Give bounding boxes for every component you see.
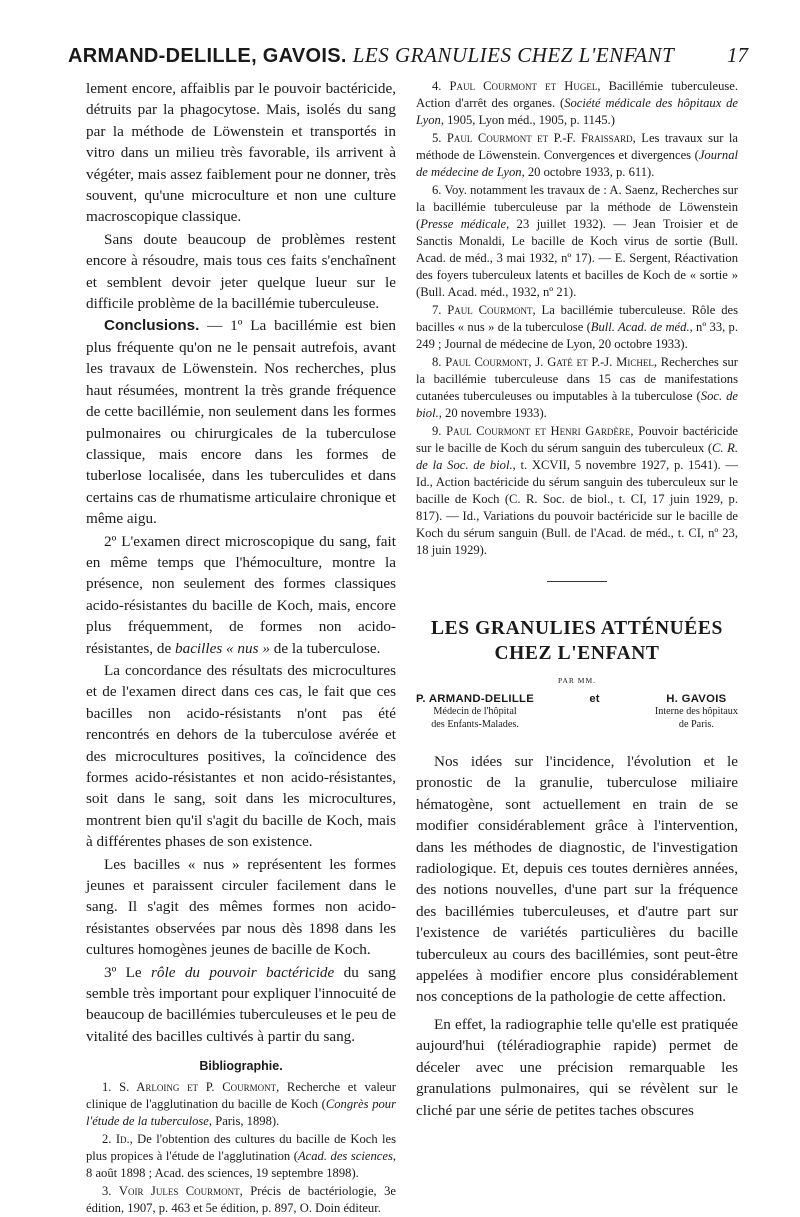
reference-item: 4. Paul Courmont et Hugel, Bacillémie tuberculeuse. Action d'arrêt des organes. (Société médicale des hôpitaux de Lyon, 1905, Lyon méd., 1905, p. 1145.) <box>416 79 739 127</box>
article-title: LES GRANULIES ATTÉNUÉES CHEZ L'ENFANT <box>431 618 723 664</box>
paragraph: 2º L'examen direct microscopique du sang, fait en même temps que l'hémoculture, montre la présence, non seulement des formes classiques acido-résistantes du bacille de Koch, mais, encore plus fréquemment, de formes non acido-résistantes, de bacilles « nus » de la tuberculose. <box>86 532 396 657</box>
right-column <box>416 78 738 1128</box>
by-line: PAR MM. <box>558 676 596 685</box>
header-authors: ARMAND-DELILLE, GAVOIS. <box>68 45 347 67</box>
conclusions-heading: Conclusions. <box>104 317 200 335</box>
header-title: LES GRANULIES CHEZ L'ENFANT <box>352 43 675 67</box>
article-body <box>416 751 738 1121</box>
bibliography-list-continued <box>416 78 738 559</box>
paragraph: Les bacilles « nus » représentent les formes jeunes et paraissent circuler facilement dans le sang. Il s'agit des mêmes formes non acido-résistantes observées par nous dès 1898 dans les cultures homogènes jeunes de bacille de Koch. <box>86 855 396 959</box>
left-column <box>86 78 397 1216</box>
bibliography-heading: Bibliographie. <box>199 1059 283 1074</box>
conclusions-paragraph: Conclusions. — 1º La bacillémie est bien plus fréquente qu'on ne le pensait autrefois, avant les travaux de Löwenstein. Nos recherches, plus haut résumées, montrent la très grande fréquence de cette bacillémie, non seulement dans les formes pulmonaires ou chirurgicales de la tuberculose classique, mais encore dans les formes de tuberlose localisée, dans les tuberculides et dans certains cas de rhumatisme articulaire chronique et même aigu. <box>86 317 396 528</box>
author-block <box>416 693 738 731</box>
reference-item: 1. S. Arloing et P. Courmont, Recherche et valeur clinique de l'agglutination du bacille de Koch (Congrès pour l'étude de la tuberculose, Paris, 1898). <box>86 1080 396 1129</box>
reference-item: 2. Id., De l'obtention des cultures du bacille de Koch les plus propices à l'étude de l'agglutination (Acad. des sciences, 8 août 1898 ; Acad. des sciences, 19 septembre 1898). <box>86 1132 396 1181</box>
reference-item: 8. Paul Courmont, J. Gaté et P.-J. Michel, Recherches sur la bacillémie tuberculeuse dans 15 cas de manifestations cutanées tuberculeuses ou imputables à la tuberculose (Soc. de biol., 20 novembre 1933). <box>416 355 738 420</box>
paragraph: Nos idées sur l'incidence, l'évolution et le pronostic de la granulie, tuberculose miliaire hématogène, sont actuellement en train de se modifier considérablement grâce à l'intervention, dans les méthodes de diagnostic, de l'investigation radiologique. Et, depuis ces toutes dernières années, des notions nouvelles, d'une part sur la fréquence des bacillémies tuberculeuses, et d'autre part sur l'existence de variétés particulières du bacille tuberculeux au cours des bacillémies, sont peut-être appelées à modifier encore plus considérablement nos conceptions de la pathologie de cette affection. <box>416 753 738 1006</box>
reference-item: 9. Paul Courmont et Henri Gardère, Pouvoir bactéricide sur le bacille de Koch du sérum sanguin des tuberculeux (C. R. de la Soc. de biol., t. XCVII, 5 novembre 1927, p. 1541). — Id., Action bactéricide du sérum sanguin des tuberculeux sur le bacille de Koch (C. R. Soc. de biol., t. CI, 17 juin 1929, p. 817). — Id., Variations du pouvoir bactéricide sur le bacille de Koch du sérum sanguin (Bull. de l'Acad. de méd., t. CI, nº 23, 18 juin 1929). <box>416 424 738 557</box>
reference-item: 3. Voir Jules Courmont, Précis de bactériologie, 3e édition, 1907, p. 463 et 5e édition, p. 897, O. Doin éditeur. <box>86 1184 397 1216</box>
reference-item: 7. Paul Courmont, La bacillémie tuberculeuse. Rôle des bacilles « nus » de la tuberculose (Bull. Acad. de méd., nº 33, p. 249 ; Journal de médecine de Lyon, 20 octobre 1933). <box>416 303 738 351</box>
running-header <box>68 43 748 77</box>
reference-item: 5. Paul Courmont et P.-F. Fraissard, Les travaux sur la méthode de Löwenstein. Convergences et divergences (Journal de médecine de Lyon, 20 octobre 1933, p. 611). <box>416 131 739 179</box>
paragraph: En effet, la radiographie telle qu'elle est pratiquée aujourd'hui (téléradiographie rapide) permet de déceler avec une précision remarquable les granulations pulmonaires, qui se révèlent sur le cliché par une série de petites taches obscures <box>416 1015 738 1119</box>
paragraph: 3º Le rôle du pouvoir bactéricide du sang semble très important pour expliquer l'innocuité de beaucoup de bacillémies tuberculeuses et le peu de vitalité des bacilles cultivés à partir du sang. <box>86 963 396 1045</box>
author-conjunction: et <box>589 693 600 705</box>
paragraph: La concordance des résultats des microcultures et de l'examen direct dans ces cas, le fait que ces bacilles non acido-résistants n'ont pas été rencontrés en dehors de la tuberculose avérée et des microcultures positives, la coïncidence des formes acido-résistantes et non acido-résistantes, soit dans le sang, soit dans les microcultures, montrent bien qu'il s'agit du bacille de Koch, mais à différentes phases de son existence. <box>86 661 396 851</box>
author-2: H. GAVOIS Interne des hôpitaux de Paris. <box>654 693 738 730</box>
section-divider <box>547 581 607 582</box>
paragraph: lement encore, affaiblis par le pouvoir bactéricide, détruits par la phagocytose. Mais, isolés du sang par la méthode de Löwenstein et transportés in vitro dans un milieu très favorable, ils arrivent à végéter, mais assez faiblement pour ne donner, très souvent, qu'une microculture et non une culture macroscopique classique. <box>86 80 396 226</box>
paragraph: Sans doute beaucoup de problèmes restent encore à résoudre, mais tous ces faits s'enchaînent et semblent devoir jeter quelque lueur sur le difficile problème de la bacillémie tuberculeuse. <box>86 230 396 313</box>
page-number: 17 <box>727 43 748 67</box>
author-1: P. ARMAND-DELILLE Médecin de l'hôpital des Enfants-Malades. <box>416 693 535 730</box>
reference-item: 6. Voy. notamment les travaux de : A. Saenz, Recherches sur la bacillémie tuberculeuse par la méthode de Löwenstein (Presse médicale, 23 juillet 1932). — Jean Troisier et de Sanctis Monaldi, Le bacille de Koch virus de sortie (Bull. Acad. de méd., 3 mai 1932, nº 17). — E. Sergent, Réactivation des foyers tuberculeux latents et bacilles de Koch de « sortie » (Bull. Acad. méd., 1932, nº 21). <box>416 183 738 299</box>
bibliography-list <box>86 1079 396 1217</box>
